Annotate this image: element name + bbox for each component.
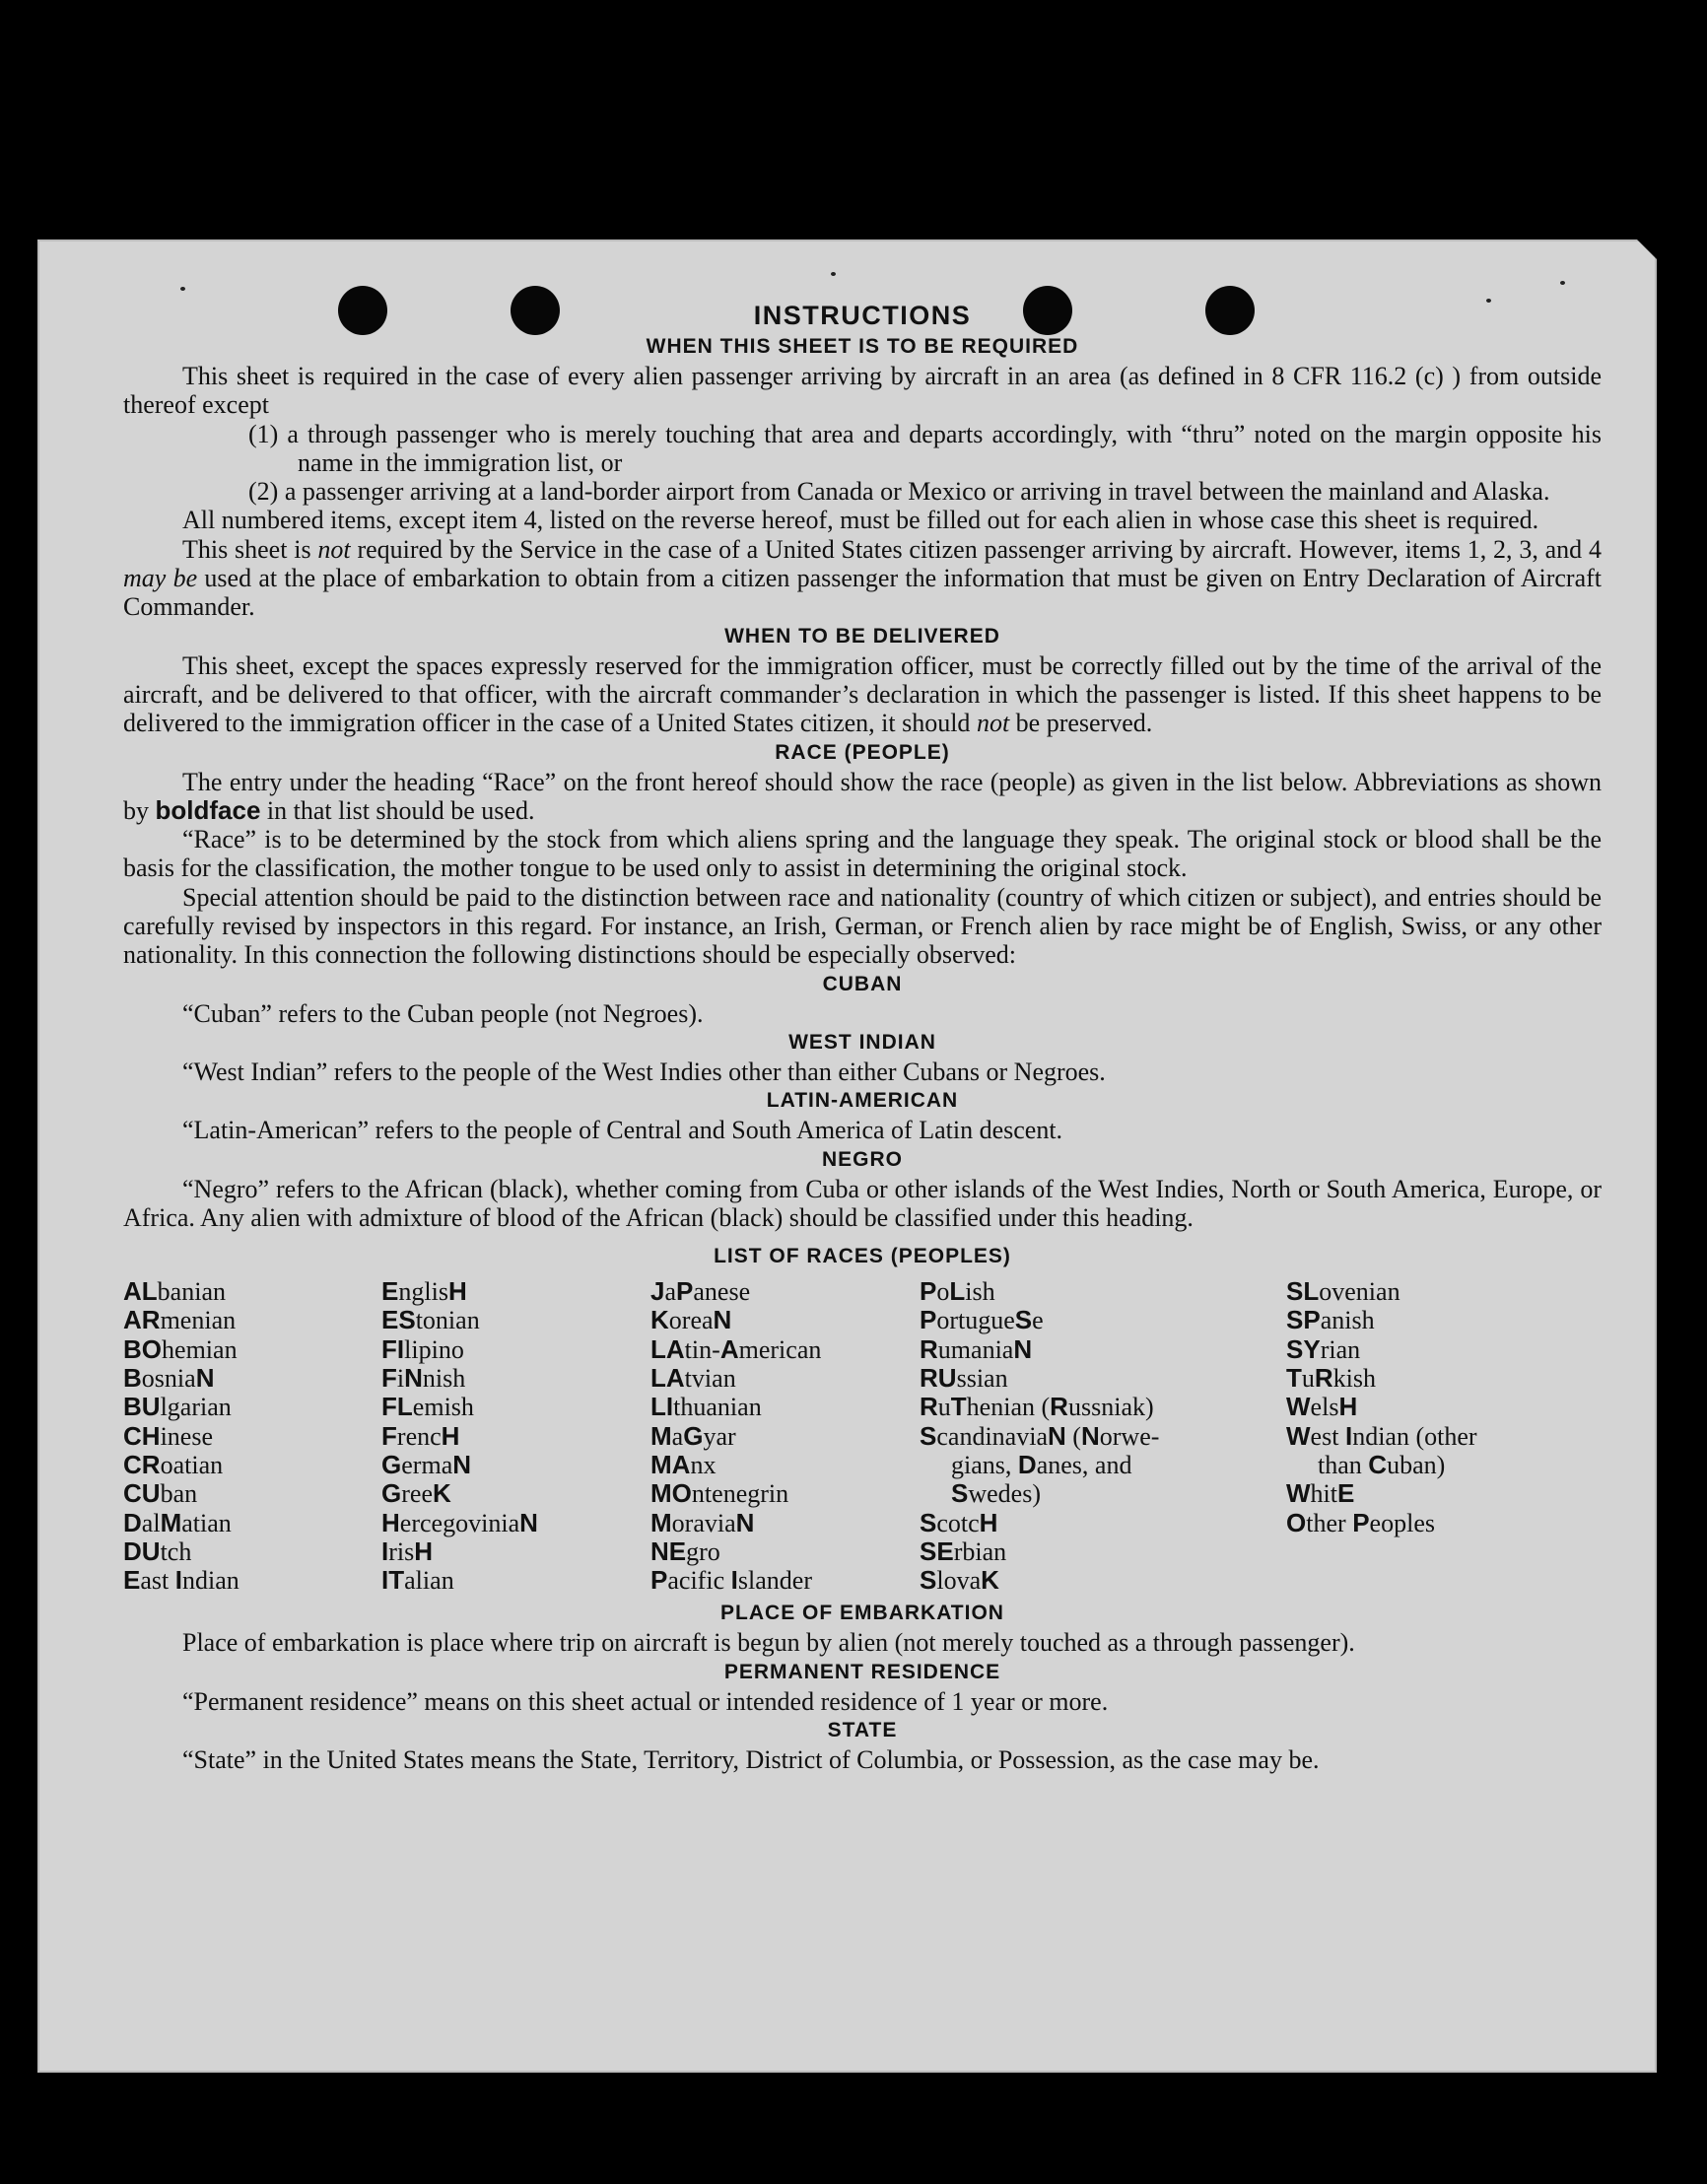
- text-run: This sheet is: [182, 534, 318, 564]
- emphasis-may-be: may be: [123, 564, 198, 593]
- race-item: ScandinaviaN (Norwe-: [920, 1420, 1160, 1451]
- race-item: LAtin-American: [650, 1333, 822, 1364]
- race-item: ScotcH: [920, 1507, 998, 1537]
- section-heading-state: STATE: [827, 1718, 898, 1741]
- race-paragraph-3: Special attention should be paid to the distinction between race and nationality (country of which citizen or subject), and entries should be carefully revised by inspectors in this regard. For instance, an Irish, German, or French alien by race might be of English, Swiss, or any other nationality. In this connection the following distinctions should be especially observed:: [123, 882, 1602, 970]
- race-item: ITalian: [381, 1565, 454, 1596]
- race-item: RuThenian (Russniak): [920, 1392, 1154, 1422]
- required-item-1: (1) a through passenger who is merely touching that area and departs accordingly, with “thru” noted on the margin opposite his name in the immigration list, or: [248, 419, 1602, 477]
- race-item: HercegoviniaN: [381, 1507, 538, 1537]
- text-run: The entry under the heading “Race” on the front hereof should show the race (people) as given in the list below. Abbreviations as shown by: [123, 767, 1602, 825]
- race-item: BOhemian: [123, 1333, 238, 1364]
- race-item: RumaniaN: [920, 1333, 1033, 1364]
- race-item: LIthuanian: [650, 1392, 762, 1422]
- text-run: be preserved.: [1009, 709, 1153, 738]
- race-item: GreeK: [381, 1478, 451, 1509]
- race-item: SlovaK: [920, 1565, 999, 1596]
- races-column-1: [123, 1277, 381, 1595]
- race-item: EnglisH: [381, 1276, 467, 1307]
- race-item: Pacific Islander: [650, 1565, 812, 1596]
- race-item: CUban: [123, 1478, 198, 1509]
- embarkation-text: Place of embarkation is place where trip on aircraft is begun by alien (not merely touched as a through passenger).: [182, 1628, 1355, 1658]
- race-item: Other Peoples: [1286, 1507, 1435, 1537]
- latin-american-text: “Latin-American” refers to the people of Central and South America of Latin descent.: [182, 1116, 1063, 1145]
- race-item: PortugueSe: [920, 1305, 1044, 1335]
- race-item: West Indian (other: [1286, 1420, 1477, 1451]
- instruction-sheet: [37, 239, 1657, 2073]
- race-item: WelsH: [1286, 1392, 1358, 1422]
- race-item: FrencH: [381, 1420, 460, 1451]
- race-item: KoreaN: [650, 1305, 732, 1335]
- delivered-paragraph: [123, 651, 1602, 738]
- race-item: WhitE: [1286, 1478, 1355, 1509]
- required-item-2: (2) a passenger arriving at a land-border airport from Canada or Mexico or arriving in travel between the mainland and Alaska.: [248, 477, 1550, 507]
- emphasis-not: not: [317, 534, 351, 564]
- race-item: SPanish: [1286, 1305, 1375, 1335]
- race-item: TuRkish: [1286, 1363, 1377, 1394]
- speck: [1560, 281, 1565, 285]
- race-item-continuation: Swedes): [951, 1478, 1042, 1509]
- instructions-title: INSTRUCTIONS: [753, 301, 972, 330]
- race-item-continuation: gians, Danes, and: [951, 1449, 1132, 1479]
- race-item: MoraviaN: [650, 1507, 755, 1537]
- instructions-body: [123, 299, 1602, 1774]
- races-column-2: [381, 1277, 650, 1595]
- section-heading-race: RACE (PEOPLE): [775, 740, 950, 764]
- race-item-continuation: than Cuban): [1318, 1449, 1446, 1479]
- race-item: EStonian: [381, 1305, 480, 1335]
- race-item: FIlipino: [381, 1333, 464, 1364]
- negro-text: “Negro” refers to the African (black), whether coming from Cuba or other islands of the West Indies, North or South America, Europe, or Africa. Any alien with admixture of blood of the African (black) should be classified under this heading.: [123, 1174, 1602, 1232]
- race-item: FLemish: [381, 1392, 474, 1422]
- section-heading-delivered: WHEN TO BE DELIVERED: [724, 624, 1000, 648]
- emphasis-boldface: boldface: [155, 794, 261, 825]
- race-item: NEgro: [650, 1536, 720, 1566]
- state-text: “State” in the United States means the State, Territory, District of Columbia, or Possession, as the case may be.: [182, 1744, 1320, 1774]
- page-fold-corner: [1637, 239, 1657, 259]
- race-item: SErbian: [920, 1536, 1007, 1566]
- text-run: used at the place of embarkation to obtain from a citizen passenger the information that must be given on Entry Declaration of Aircraft Commander.: [123, 564, 1603, 622]
- race-item: LAtvian: [650, 1363, 736, 1394]
- race-paragraph-1: [123, 768, 1602, 826]
- race-paragraph-2: “Race” is to be determined by the stock from which aliens spring and the language they speak. The original stock or blood shall be the basis for the classification, the mother tongue to be used only to assist in determining the original stock.: [123, 825, 1602, 883]
- residence-text: “Permanent residence” means on this sheet actual or intended residence of 1 year or more.: [182, 1686, 1109, 1716]
- race-item: ALbanian: [123, 1276, 226, 1307]
- race-item: CRoatian: [123, 1449, 224, 1479]
- section-heading-cuban: CUBAN: [822, 972, 903, 995]
- section-heading-races-list: LIST OF RACES (PEOPLES): [714, 1245, 1011, 1268]
- race-item: DalMatian: [123, 1507, 232, 1537]
- section-heading-negro: NEGRO: [821, 1147, 903, 1171]
- cuban-text: “Cuban” refers to the Cuban people (not Negroes).: [182, 998, 704, 1028]
- race-item: BosniaN: [123, 1363, 215, 1394]
- races-column-5: [1286, 1277, 1602, 1595]
- section-heading-latin-american: LATIN-AMERICAN: [766, 1089, 959, 1113]
- race-item: PoLish: [920, 1276, 995, 1307]
- text-run: required by the Service in the case of a United States citizen passenger arriving by aircraft. However, items 1, 2, 3, and 4: [350, 534, 1602, 564]
- races-list: [123, 1277, 1602, 1595]
- race-item: ARmenian: [123, 1305, 237, 1335]
- race-item: DUtch: [123, 1536, 192, 1566]
- races-column-3: [650, 1277, 920, 1595]
- section-heading-west-indian: WEST INDIAN: [788, 1030, 936, 1054]
- race-item: East Indian: [123, 1565, 239, 1596]
- race-item: MaGyar: [650, 1420, 736, 1451]
- race-item: GermaN: [381, 1449, 472, 1479]
- text-run: This sheet, except the spaces expressly reserved for the immigration officer, must be correctly filled out by the time of the arrival of the aircraft, and be delivered to that officer, with the aircraft commander’s declaration in which the passenger is listed. If this sheet happens to be delivered to the immigration officer in the case of a United States citizen, it should: [123, 650, 1602, 738]
- required-paragraph-1: This sheet is required in the case of every alien passenger arriving by aircraft in an area (as defined in 8 CFR 116.2 (c) ) from outside thereof except: [123, 362, 1602, 420]
- race-item: BUlgarian: [123, 1392, 232, 1422]
- west-indian-text: “West Indian” refers to the people of the West Indies other than either Cubans or Negroes.: [182, 1057, 1106, 1086]
- speck: [831, 272, 836, 276]
- race-item: JaPanese: [650, 1276, 751, 1307]
- emphasis-not: not: [976, 709, 1010, 738]
- required-paragraph-3: [123, 535, 1602, 622]
- race-item: SYrian: [1286, 1333, 1361, 1364]
- section-heading-embarkation: PLACE OF EMBARKATION: [720, 1602, 1004, 1625]
- races-column-4: [920, 1277, 1286, 1595]
- race-item: SLovenian: [1286, 1276, 1400, 1307]
- speck: [180, 287, 185, 291]
- section-heading-residence: PERMANENT RESIDENCE: [723, 1660, 1001, 1683]
- race-item: MOntenegrin: [650, 1478, 789, 1509]
- race-item: IrisH: [381, 1536, 434, 1566]
- section-heading-required: WHEN THIS SHEET IS TO BE REQUIRED: [646, 335, 1079, 358]
- text-run: in that list should be used.: [260, 795, 535, 825]
- required-paragraph-2: All numbered items, except item 4, listed on the reverse hereof, must be filled out for each alien in whose case this sheet is required.: [182, 506, 1539, 535]
- race-item: CHinese: [123, 1420, 214, 1451]
- race-item: RUssian: [920, 1363, 1008, 1394]
- race-item: MAnx: [650, 1449, 717, 1479]
- race-item: FiNnish: [381, 1363, 466, 1394]
